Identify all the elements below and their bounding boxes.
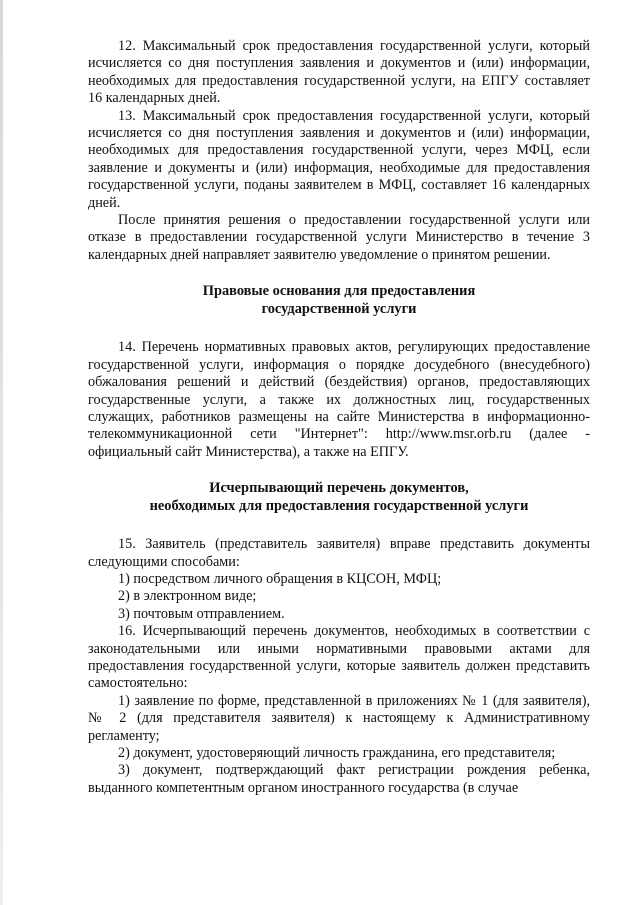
heading-legal-basis-line1: Правовые основания для предоставления — [202, 283, 476, 300]
paragraph-14: 14. Перечень нормативных правовых актов, регулирующих предоставление государственной услуги, информация о порядке досудебного (внесудебного) обжалования решений и действий (бездействия) органов, предоставляющих государственные услуги, а также их должностных лиц, государственных служащих, работников размещены на сайте Министерства в информационно-телекоммуникационной сети "Интернет": http://www.msr.orb.ru (далее - официальный сайт Министерства), а также на ЕПГУ. — [88, 339, 590, 460]
heading-document-list-line1: Исчерпывающий перечень документов, — [209, 480, 469, 497]
list-item-16-1: 1) заявление по форме, представленной в приложениях № 1 (для заявителя), № 2 (для представителя заявителя) к настоящему к Административному регламенту; — [88, 692, 590, 744]
heading-document-list-line2: необходимых для предоставления государственной услуги — [149, 498, 529, 515]
paragraph-13: 13. Максимальный срок предоставления государственной услуги, который исчисляется со дня поступления заявления и документов и (или) информации, необходимых для предоставления государственной услуги, через МФЦ, если заявление и документы и (или) информация, необходимые для предоставления государственной услуги, поданы заявителем в МФЦ, составляет 16 календарных дней. — [88, 107, 590, 211]
heading-document-list — [88, 479, 590, 515]
list-item-15-1: 1) посредством личного обращения в КЦСОН, МФЦ; — [118, 570, 442, 587]
paragraph-15: 15. Заявитель (представитель заявителя) вправе представить документы следующими способами: — [88, 536, 590, 570]
heading-legal-basis-line2: государственной услуги — [261, 301, 417, 318]
scan-edge — [0, 0, 3, 905]
list-item-15-2: 2) в электронном виде; — [118, 588, 257, 605]
list-item-16-3: 3) документ, подтверждающий факт регистрации рождения ребенка, выданного компетентным органом иностранного государства (в случае — [88, 762, 590, 796]
list-item-15-3: 3) почтовым отправлением. — [118, 605, 285, 622]
heading-legal-basis — [88, 282, 590, 318]
paragraph-16: 16. Исчерпывающий перечень документов, необходимых в соответствии с законодательными или иными нормативными правовыми актами для предоставления государственной услуги, которые заявитель должен представить самостоятельно: — [88, 623, 590, 692]
paragraph-13-decision-notice: После принятия решения о предоставлении государственной услуги или отказе в предоставлении государственной услуги Министерство в течение 3 календарных дней направляет заявителю уведомление о принятом решении. — [88, 212, 590, 263]
paragraph-12: 12. Максимальный срок предоставления государственной услуги, который исчисляется со дня поступления заявления и документов и (или) информации, необходимых для предоставления государственной услуги, на ЕПГУ составляет 16 календарных дней. — [88, 38, 590, 107]
list-item-16-2: 2) документ, удостоверяющий личность гражданина, его представителя; — [118, 745, 556, 761]
